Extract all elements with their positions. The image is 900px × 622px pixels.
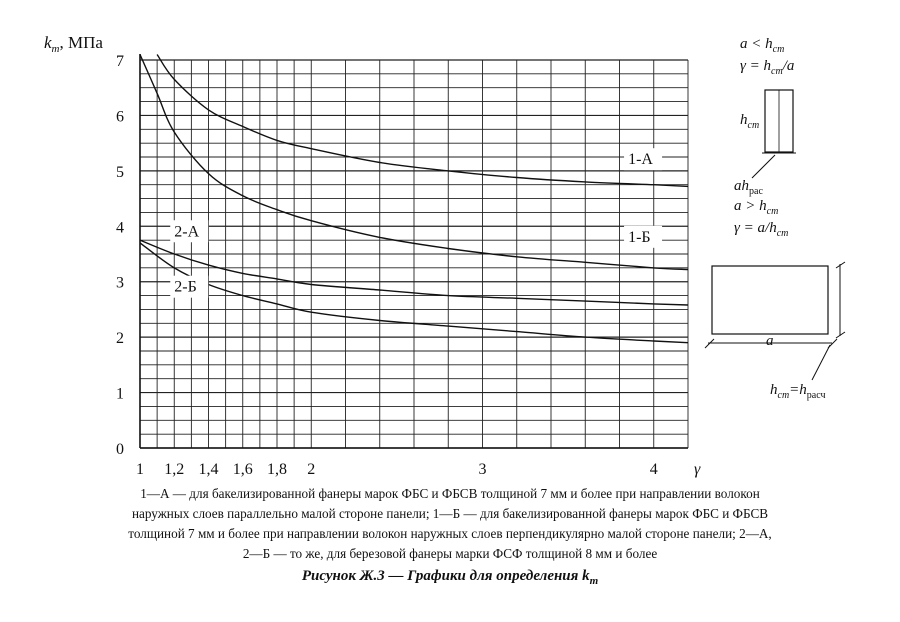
panel-bottom-width-label: a [766,333,774,349]
y-tick-label: 4 [116,219,124,237]
y-axis-label: $k_т$, МПа [44,33,103,55]
panel-bottom-eq-label: $h_{ст}=h_{расч}$ [770,382,826,401]
side-diagram-top [734,36,796,197]
y-tick-label: 0 [116,441,124,458]
x-tick-label: 2 [307,461,316,478]
caption-line-3: толщиной 7 мм и более при направлении волокон наружных слоев перпендикулярно малой стороне панели; 2—А, [128,526,772,541]
y-tick-label: 7 [116,53,124,70]
series-label: 1-А [628,151,653,169]
figure-title: Рисунок Ж.3 — Графики для определения $k_т$ [301,568,599,587]
panel-bottom-leader [812,345,830,380]
formula-gamma-2: $\gamma = a/h_{ст}$ [734,220,789,239]
x-tick-label: 1,2 [164,461,185,478]
x-tick-label: 1,6 [232,461,253,478]
caption-line-2: наружных слоев параллельно малой стороне панели; 1—Б — для бакелизированной фанеры марок ФБС и ФБСВ [131,506,769,521]
series-label: 1-Б [628,228,651,246]
y-tick-label: 6 [116,108,124,126]
caption-line-4: 2—Б — то же, для березовой фанеры марки ФСФ толщиной 8 мм и более [242,546,658,561]
panel-rect-bottom [712,266,828,334]
formula-gamma-1: $\gamma = h_{ст}/a$ [740,58,795,77]
caption-line-1: 1—А — для бакелизированной фанеры марок ФБС и ФБСВ толщиной 7 мм и более при направлении волокон [140,486,760,501]
series-label: 2-А [174,223,200,241]
condition-a-greater-h: $a > h_{ст}$ [734,198,779,217]
panel-top-height-label: $h_{ст}$ [740,112,760,131]
x-tick-label: 4 [649,461,658,478]
panel-top-arrow [752,155,775,178]
x-tick-label: 1,4 [198,461,219,478]
x-tick-label: 3 [478,461,487,478]
y-tick-label: 1 [116,385,124,403]
side-diagram-bottom [705,262,845,401]
y-tick-label: 3 [116,274,124,292]
side-diagram-mid [734,198,788,239]
panel-top-arrow-label: $ah_{рас}$ [734,178,763,197]
y-tick-label: 5 [116,163,124,181]
y-tick-label: 2 [116,330,124,348]
x-axis-label: γ [694,461,701,478]
x-tick-label: 1,8 [267,461,287,478]
series-label: 2-Б [174,278,197,296]
figure-caption [80,484,820,564]
condition-a-less-h: $a < h_{ст}$ [740,36,785,55]
x-tick-label: 1 [136,461,144,478]
chart-labels [116,53,701,478]
